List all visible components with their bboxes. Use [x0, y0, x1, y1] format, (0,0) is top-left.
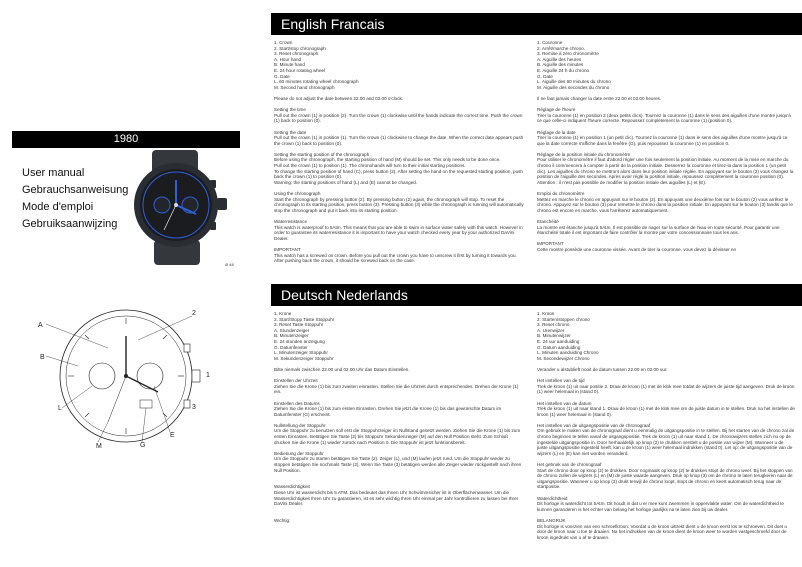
diagram-label-a: A [38, 322, 43, 329]
german-instructions: 1. Krone 2. Start/Stopp Taste Stoppuhr 3. Reset Taste Stoppuhr A. Stundenzeiger B. Minutenzeiger E. 24 stunden anzeigung G. Datumfenster L. Minutenzeiger Stoppuhr M. Sekundenzeiger Stoppuhr Bitte niemals zwischen 22.00 und 02.00 Uhr das Datum Einstellen. Einstellen der Uhrzeit Ziehen Sie die Krone (1) bis zum zweiten einrasten. Stellen Sie die Uhrzeit durch entsprechendes. Drehen der Krone (1) ein. Einstellen des Datums Ziehen Sie die Krone (1) bis zum ersten Einrasten. Drehen Sie jetzt die Krone (1) bis das gewünschte Datum im Datumfenster (G) erscheint. Nullstellung der Stoppuhr Um die Stoppuhr zu benutzen soll erst die Stoppuhrzeiger im Nullstand gesetzt werden. Ziehen Sie die Krone (1) bis zum ersten Einrasten. Betätigen Sie Taste (2) bis Stoppuhr Sekundenzeiger (M) auf den Null Position steht. Zum Schluß drucken Sie die Krone (1) wieder zurück nach Position 0. Die Stoppuhr ist jetzt funktionsbereit. Bedienung der Stoppuhr Um die Stoppuhr zu starten betätigen Sie Taste (2). Zeiger (L), und (M) laufen jetzt rund. Um die Stoppuhr wieder zu stoppen betätigen Sie nochmals Taste (2). Wenn Sie Taste (3) betätigen werden alle Zeiger wieder rückgestellt nach ihren Null Position. Wasserdichtigkeit Diese Uhr ist wasserdicht bis 5 ATM. Das bedeutet das Ihnen Uhr Schwimmsicher ist in Oberflächenwasser. Um die Wasserdichtigkeit Ihren Uhr zu garantieren, ist es sehr wichtig Ihren Uhr einmal per Jahr kontrollieren zu lassen bei Ihrer DaVini Dealer. Wichtig: [274, 311, 522, 523]
section-heading-en-fr: English Francais [271, 13, 802, 35]
diagram-label-1: 1 [206, 372, 210, 379]
french-instructions: 1. Couronne 2. Arrêt/marche chrono. 3. Remise à zéro chronomètre A. Aiguille des heures B. Aiguille des minutes E. Aiguille 24 h du chrono G. Date L. Aiguille des 60 minutes du chrono M. Aiguille des secondes du chrono Il ne faut jamais changer la date entre 22.00 et 02.00 heures. Réglage de l'heure Tirer la couronne (1) en position 2 (deux petits clics). Tournez la couronne (1) dans le sens des aiguilles d'une montre jusqu'à ce que celle-ci indiquent l'heure correcte. Repoussez complètement la couronne (1) (position 0). Réglage de la date Tirer la couronne (1) en position 1 (un petit clic). Tournez la couronne (1) dans le sens des aiguilles d'une montre jusqu'à ce que la date correcte s'affiche dans la fenêtre (G), puis repoussez la couronne (1) en position 0. Réglage de la position initiale du chronomètre Pour utiliser le chronomètre il faut d'abord régler une fois seulement la position initiale. Au moment de la mise en marche du chrono il commencera à compter à partir de la position initiale. Desserrez la couronne et tirez-la dans la position 1 (un petit clic). Les aiguilles du chrono se mettront alors dans leur position initiale réglée. En appuyant sur le bouton (2) vous changez la position de l'aiguille des secondes. Après avoir réglé la position initiale, repoussez complètement la couronne position (0). Attention : il n'est pas possible de modifier la position initiale des aiguilles (L) et (E). Emploi du chronomètre Mettez en marche le chrono en appuyant sur le bouton (2). En appuyant une deuxième fois sur le bouton (2) vous arrêtez le chrono. Appuyez sur le bouton (3) pour remettre le chrono dans la position initiale. En appuyant sur le bouton (3) tandis que le chrono est encore en marche, vous l'arrêterez automatiquement. Etanchéité La montre est étanche jusqu'à 5Atm. Il est possible de nager sur la surface de l'eau en toute sécurité. Pour garantir une étanchéité totale il est important de faire contrôler la montre par votre concessionnaire tous les ans. IMPORTANT Cette montre possède une couronne vissée. Avant de tirer la couronne, vous devez la dévisser en [537, 40, 794, 252]
section-heading-de-nl: Deutsch Nederlands [271, 284, 802, 306]
manual-titles [22, 165, 128, 233]
diagram-label-g: G [140, 442, 146, 449]
manual-title-fr: Mode d'emploi [22, 201, 94, 213]
english-instructions: 1. Crown 2. Start/stop chronograph 3. Reset chronograph A. Hour hand B. Minute hand E. 24 hour rotating wheel G. Date L. 60 minutes rotating wheel chronograph M. Second hand chronograph Please do not adjust the date between 22.00 and 02.00 o'clock. Setting the time Pull out the crown (1) in position (2). Turn the crown (1) clockwise until the hands indicate the correct time. Push the crown (1) back to position (0). Setting the date Pull out the crown (1) in position (1). Turn the crown (1) clockwise to change the date. When the correct date appears push the crown (1) back to position (0). Setting the starting position of the chronograph Before using the chronograph, the starting position of hand (M) should be set. This only needs to be done once. Pull out the crown (1) to position (1). The chronohands will turn to their initial starting positions. To change the starting position of hand (C), press button (2). After setting the hand on the requested starting position, push back the crown (1) to position (0). Warning: the starting positions of hand (L) and (E) cannot be changed. Using the chronograph Start the chronograph by pressing button (2). By pressing button (2) again, the chronograph will stop. To reset the chronograph to its starting position, press button (3). Pressing button (3) while the chronograph is running will automatically stop the chronograph and put it back into its starting position. Waterresistance This watch is waterproof to 5Atm. This means that you are able to swim in surface water safely with this watch. However in order to guarantee its waterresistance it is important to have your watch checked every year by your authorized DaVini Dealer. IMPORTANT This watch has a screwed on crown. Before you pull out the crown you have to unscrew it first by turning it towards you. After pushing back the crown, it should be screwed back on the case. [274, 40, 524, 264]
diagram-label-l: L [58, 405, 62, 412]
manual-title-de: Gebrauchsanweisung [22, 184, 129, 196]
manual-title-nl: Gebruiksaanwijzing [22, 218, 118, 230]
diagram-label-2: 2 [192, 310, 196, 317]
case-diameter: Ø 48 [225, 262, 234, 267]
model-number-band: 1980 [12, 131, 240, 148]
diagram-label-e: E [170, 432, 175, 439]
watch-photo [124, 150, 236, 265]
diagram-label-3: 3 [192, 404, 196, 411]
manual-title-en: User manual [22, 167, 85, 179]
diagram-label-b: B [40, 354, 45, 361]
diagram-label-m: M [96, 443, 102, 450]
dutch-instructions: 1. Kroon 2. Starten/stoppen chrono 3. Reset chrono A. Urenwijzer B. Minutenwijzer E. 24 uur aanduiding G. Datum aanduiding L. Minuten aanduiding Chrono M. Secondewijzer Chrono Verander u alstublieft nooit de datum tussen 22.00 en 02.00 uur. Het instellen van de tijd Trek de kroon (1) uit naar positie 2. Draai de kroon (1) met de klok mee totdat de wijzers de juiste tijd aangeven. Druk de kroon (1) weer helemaal in (stand 0). Het instellen van de datum Trek de kroon (1) uit naar stand 1. Draai de kroon (1) met de klok mee om de juiste datum in te stellen. Druk na het instellen de kroon (1) weer helemaal in (stand 0). Het instellen van de uitgangspositie van de chronograaf Om gebruik te maken van de chronograaf dient u eenmalig de uitgangspositie in te stellen. Bij het starten van de chrono zal de chrono beginnen te tellen vanaf de uitgangspositie. Trek de kroon (1) uit naar stand 1. De chronowijzers stellen zich nu op de ingestelde uitgangspositie in. Door herhaaldelijk op knop (2) te drukken verstelt u de positie van wijzer (M). Wanneer u de juiste uitgangspositie ingesteld heeft, kan u de kroon (1) weer helemaal indrukken (stand 0). Let op: de uitgangspositie van de wijzers (L) en (E) kan niet worden veranderd. Het gebruik van de chronograaf Start de chrono door op knop (2) te drukken. Door nogmaals op knop (2) te drukken stopt de chrono weer. Bij het stoppen van de chrono zullen de wijzers (L) en (M) de juiste waarde aangeven. Druk op knop (3) om de chrono te laten terugkeren naar de uitgangspositie. Wanneer u op knop (3) drukt terwijl de chrono loopt, stopt de chrono en keert automatisch terug naar de startpositie. Waterdichtheid Dit horloge is waterdicht tot 5Atm. Dit houdt in dat u er mee kunt zwemmen in oppervlakte water. Om de waterdichtheid te kunnen garanderen is het echter van belang het horloge jaarlijks na te laten zien bij uw dealer. BELANGRIJK Dit horloge is voorzien van een schroefkroon. Voordat u de kroon uittrekt dient u de kroon eerst los te schroeven. Dit doet u door de kroon naar u toe te draaien. Na het indrukken van de kroon dient de kroon weer te worden vastgeschroefd door de kroon ingedrukt van u af te draaien. [537, 311, 795, 540]
watch-diagram [38, 302, 218, 452]
